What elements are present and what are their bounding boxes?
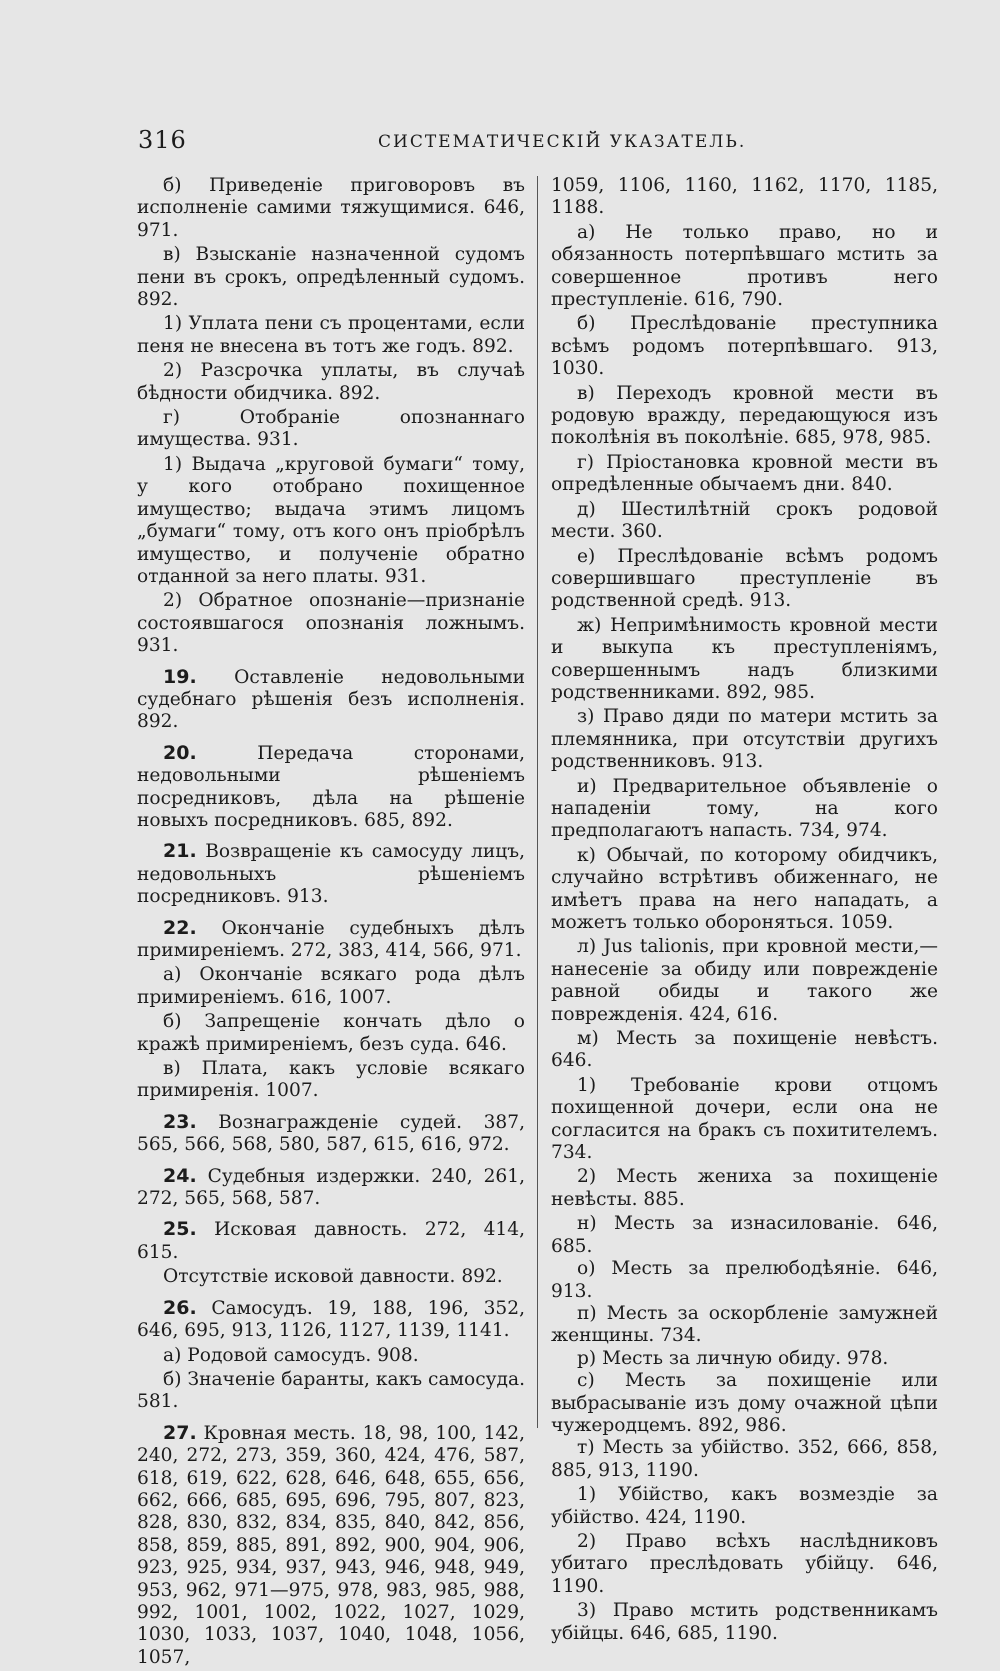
entry-number: 20. — [163, 741, 197, 764]
entry-text: 1) Требованіе крови отцомъ похищенной дочери, если она не согласится на бракъ съ похитителемъ. 734. — [551, 1074, 938, 1164]
entry-text: с) Месть за похищеніе или выбрасываніе изъ дому очажной цѣпи чужеродцемъ. 892, 986. — [551, 1370, 938, 1436]
index-entry — [551, 1370, 938, 1437]
index-entry — [551, 1028, 938, 1073]
index-entry — [551, 1213, 938, 1258]
index-entry — [137, 840, 525, 908]
entry-text: в) Взысканіе назначенной судомъ пени въ срокъ, опредѣленный судомъ. 892. — [137, 244, 525, 311]
entry-number: 26. — [163, 1296, 197, 1319]
index-entry — [137, 407, 525, 452]
entry-number: 24. — [163, 1164, 197, 1187]
index-entry — [551, 1437, 938, 1482]
entry-text: б) Преслѣдованіе преступника всѣмъ родомъ потерпѣвшаго. 913, 1030. — [551, 313, 938, 380]
index-entry — [137, 1011, 525, 1056]
index-entry — [551, 776, 938, 843]
index-entry — [137, 175, 525, 242]
index-entry — [137, 1165, 525, 1211]
entry-text: а) Родовой самосудъ. 908. — [163, 1344, 419, 1366]
column-divider — [537, 176, 538, 1428]
running-title: СИСТЕМАТИЧЕСКІЙ УКАЗАТЕЛЬ. — [378, 132, 747, 152]
entry-text: 1) Уплата пени съ процентами, если пеня не внесена въ тотъ же годъ. 892. — [137, 313, 525, 357]
entry-text: б) Приведеніе приговоровъ въ исполненіе самими тяжущимися. 646, 971. — [137, 175, 525, 241]
index-entry — [551, 1348, 938, 1370]
index-entry — [137, 1218, 525, 1264]
index-entry — [551, 383, 938, 450]
index-entry — [551, 222, 938, 312]
entry-text: Исковая давность. 272, 414, 615. — [137, 1219, 525, 1263]
entry-text: д) Шестилѣтній срокъ родовой мести. 360. — [551, 498, 938, 543]
left-column — [137, 175, 525, 1671]
index-entry — [137, 244, 525, 311]
index-entry — [551, 1600, 938, 1645]
index-entry — [551, 1075, 938, 1165]
index-entry — [137, 1369, 525, 1414]
index-entry — [551, 452, 938, 497]
index-entry — [551, 175, 938, 220]
entry-text: н) Месть за изнасилованіе. 646, 685. — [551, 1213, 938, 1257]
entry-text: 2) Право всѣхъ наслѣдниковъ убитаго преслѣдовать убійцу. 646, 1190. — [551, 1530, 938, 1597]
index-entry — [137, 1058, 525, 1103]
index-entry — [137, 360, 525, 405]
entry-number: 21. — [163, 840, 197, 863]
index-entry — [137, 1111, 525, 1157]
index-entry — [551, 1484, 938, 1529]
entry-text: Вознагражденіе судей. 387, 565, 566, 568, 580, 587, 615, 616, 972. — [137, 1111, 525, 1156]
entry-text: Передача сторонами, недовольными рѣшеніемъ посредниковъ, дѣла на рѣшеніе новыхъ посредниковъ. 685, 892. — [137, 742, 525, 831]
index-entry — [551, 615, 938, 705]
entry-text: Отсутствіе исковой давности. 892. — [163, 1266, 503, 1288]
entry-text: п) Месть за оскорбленіе замужней женщины. 734. — [551, 1302, 938, 1347]
entry-text: 1) Выдача „круговой бумаги“ тому, у кого отобрано похищенное имущество; выдача этимъ лицомъ „бумаги“ тому, отъ кого онъ пріобрѣлъ имущество, и полученіе обратно отданной за него платы. 931. — [137, 453, 525, 587]
entry-text: а) Не только право, но и обязанность потерпѣвшаго мстить за совершенное противъ него преступленіе. 616, 790. — [551, 221, 938, 311]
index-entry — [137, 1345, 525, 1367]
entry-text: о) Месть за прелюбодѣяніе. 646, 913. — [551, 1258, 938, 1302]
index-entry — [137, 1297, 525, 1343]
index-entry — [137, 964, 525, 1009]
entry-text: Кровная месть. 18, 98, 100, 142, 240, 272, 273, 359, 360, 424, 476, 587, 618, 619, 622, 628, 646, 648, 655, 656, 662, 666, 685, 695, 696, 795, 807, 823, 828, 830, 832, 834, 835, 840, 842, 856, 858, 859, 885, 891, 892, 900, 904, 906, 923, 925, 934, 937, 943, 946, 948, 949, 953, 962, 971—975, 978, 983, 985, 988, 992, 1001, 1002, 1022, 1027, 1029, 1030, 1033, 1037, 1040, 1048, 1056, 1057, — [137, 1422, 525, 1668]
entry-text: и) Предварительное объявленіе о нападеніи тому, на кого предполагаютъ напасть. 734, 974. — [551, 775, 938, 842]
entry-number: 22. — [163, 916, 197, 939]
entry-text: б) Значеніе баранты, какъ самосуда. 581. — [137, 1368, 525, 1413]
entry-text: г) Отобраніе опознаннаго имущества. 931. — [137, 407, 525, 451]
index-entry — [551, 936, 938, 1026]
entry-text: р) Месть за личную обиду. 978. — [577, 1347, 889, 1369]
index-entry — [551, 706, 938, 773]
entry-number: 27. — [163, 1421, 197, 1444]
page-number: 316 — [138, 126, 187, 154]
entry-text: ж) Непримѣнимость кровной мести и выкупа къ преступленіямъ, совершеннымъ надъ близкими родственниками. 892, 985. — [551, 614, 938, 703]
entry-text: 1) Убійство, какъ возмездіе за убійство. 424, 1190. — [551, 1484, 938, 1528]
entry-text: в) Плата, какъ условіе всякаго примиренія. 1007. — [137, 1058, 525, 1102]
entry-text: 2) Месть жениха за похищеніе невѣсты. 885. — [551, 1166, 938, 1210]
index-entry — [551, 1531, 938, 1598]
entry-text: Окончаніе судебныхъ дѣлъ примиреніемъ. 272, 383, 414, 566, 971. — [137, 917, 525, 961]
index-entry — [137, 742, 525, 833]
index-entry — [137, 1422, 525, 1669]
entry-text: 1059, 1106, 1160, 1162, 1170, 1185, 1188. — [551, 175, 938, 219]
entry-number: 25. — [163, 1218, 197, 1241]
index-entry — [137, 590, 525, 657]
index-entry — [137, 666, 525, 734]
entry-text: а) Окончаніе всякаго рода дѣлъ примиреніемъ. 616, 1007. — [137, 964, 525, 1008]
entry-text: в) Переходъ кровной мести въ родовую вражду, передающуюся изъ поколѣнія въ поколѣніе. 685, 978, 985. — [551, 382, 938, 449]
index-entry — [551, 546, 938, 613]
index-entry — [551, 313, 938, 380]
index-entry — [551, 1303, 938, 1348]
entry-text: 2) Обратное опознаніе—признаніе состоявшагося опознанія ложнымъ. 931. — [137, 590, 525, 657]
entry-text: т) Месть за убійство. 352, 666, 858, 885, 913, 1190. — [551, 1437, 938, 1481]
entry-text: к) Обычай, по которому обидчикъ, случайно встрѣтивъ обиженнаго, не имѣетъ права на него нападать, а можетъ только обороняться. 1059. — [551, 844, 938, 933]
entry-text: е) Преслѣдованіе всѣмъ родомъ совершившаго преступленіе въ родственной средѣ. 913. — [551, 545, 938, 612]
entry-number: 23. — [163, 1110, 197, 1133]
entry-text: Самосудъ. 19, 188, 196, 352, 646, 695, 913, 1126, 1127, 1139, 1141. — [137, 1297, 525, 1342]
index-entry — [137, 1266, 525, 1288]
index-entry — [551, 1258, 938, 1303]
entry-text: г) Пріостановка кровной мести въ опредѣленные обычаемъ дни. 840. — [551, 451, 938, 496]
page-header — [138, 126, 868, 156]
entry-number: 19. — [163, 665, 197, 688]
index-entry — [551, 1166, 938, 1211]
index-entry — [551, 845, 938, 935]
index-entry — [137, 454, 525, 588]
entry-text: Судебныя издержки. 240, 261, 272, 565, 568, 587. — [137, 1165, 525, 1210]
index-entry — [137, 313, 525, 358]
entry-text: Оставленіе недовольными судебнаго рѣшенія безъ исполненія. 892. — [137, 666, 525, 733]
entry-text: Возвращеніе къ самосуду лицъ, недовольныхъ рѣшеніемъ посредниковъ. 913. — [137, 841, 525, 908]
entry-text: л) Jus talionis, при кровной мести,—нанесеніе за обиду или поврежденіе равной обиды и такого же поврежденія. 424, 616. — [551, 936, 938, 1025]
entry-text: 3) Право мстить родственникамъ убійцы. 646, 685, 1190. — [551, 1600, 938, 1644]
entry-text: б) Запрещеніе кончать дѣло о кражѣ примиреніемъ, безъ суда. 646. — [137, 1011, 525, 1055]
right-column — [551, 175, 938, 1647]
index-entry — [551, 499, 938, 544]
entry-text: 2) Разсрочка уплаты, въ случаѣ бѣдности обидчика. 892. — [137, 360, 525, 404]
index-entry — [137, 917, 525, 963]
entry-text: з) Право дяди по матери мстить за племянника, при отсутствіи другихъ родственниковъ. 913. — [551, 706, 938, 773]
entry-text: м) Месть за похищеніе невѣстъ. 646. — [551, 1028, 938, 1072]
